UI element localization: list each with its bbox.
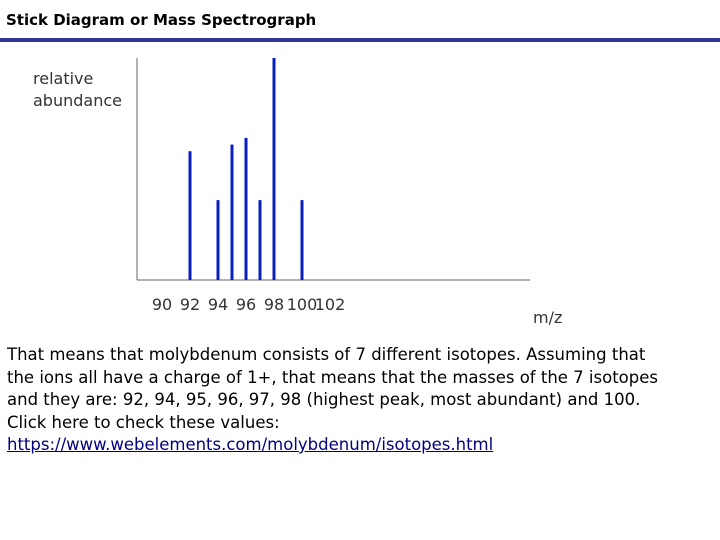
stick-96 <box>245 138 248 280</box>
x-tick-label-94: 94 <box>207 295 229 314</box>
x-tick-label-96: 96 <box>235 295 257 314</box>
x-axis-label: m/z <box>533 308 563 327</box>
body-line: the ions all have a charge of 1+, that means that the masses of the 7 isotopes <box>7 367 658 387</box>
y-axis-label-line-1: relative <box>33 69 94 88</box>
slide-title: Stick Diagram or Mass Spectrograph <box>6 11 317 29</box>
stick-98 <box>273 58 276 280</box>
stick-92 <box>189 151 192 280</box>
stick-95 <box>231 145 234 280</box>
x-tick-label-100: 100 <box>286 295 318 314</box>
abundance-sticks <box>189 58 304 280</box>
title-rule <box>0 38 720 42</box>
mass-spectrum-chart <box>0 44 600 334</box>
x-tick-label-92: 92 <box>179 295 201 314</box>
isotopes-link[interactable]: https://www.webelements.com/molybdenum/isotopes.html <box>7 435 494 454</box>
x-tick-label-102: 102 <box>314 295 346 314</box>
body-line: That means that molybdenum consists of 7 different isotopes. Assuming that <box>7 345 646 364</box>
body-line: Click here to check these values: <box>7 412 280 432</box>
stick-97 <box>259 200 262 280</box>
stick-100 <box>301 200 304 280</box>
x-tick-label-98: 98 <box>263 295 285 314</box>
x-tick-label-90: 90 <box>151 295 173 314</box>
body-text <box>7 344 713 457</box>
axes <box>137 58 530 280</box>
body-line: and they are: 92, 94, 95, 96, 97, 98 (highest peak, most abundant) and 100. <box>7 390 641 409</box>
stick-94 <box>217 200 220 280</box>
y-axis-label-line-2: abundance <box>33 91 122 110</box>
x-tick-labels <box>152 295 345 314</box>
